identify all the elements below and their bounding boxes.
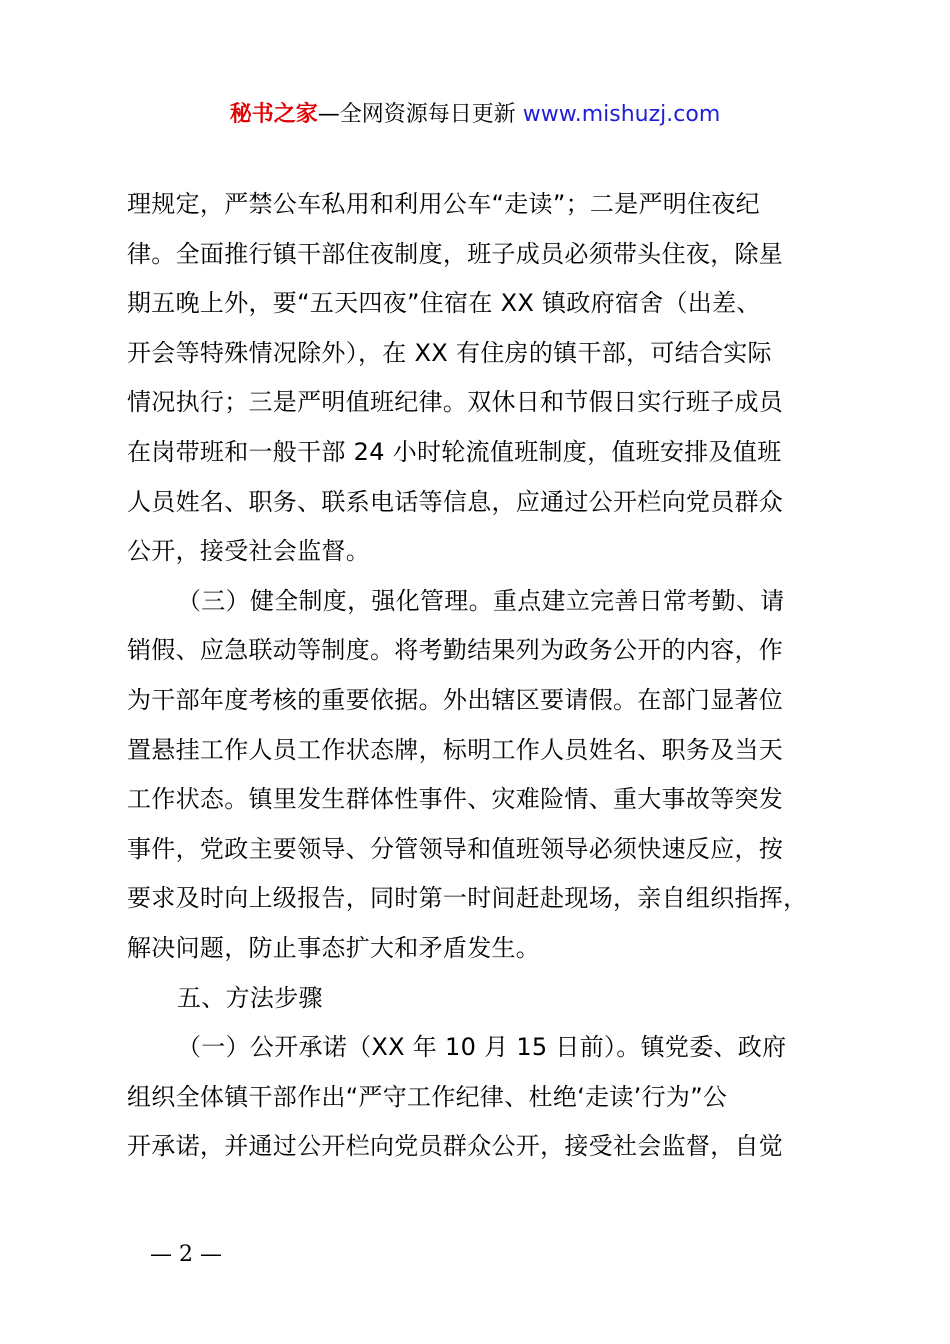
text-line: 开承诺，并通过公开栏向党员群众公开，接受社会监督，自觉 (127, 1132, 784, 1161)
section-heading: 五、方法步骤 (177, 983, 323, 1012)
text-line: 理规定，严禁公车私用和利用公车“走读”；二是严明住夜纪 (127, 190, 760, 218)
brand-name: 秘书之家 (229, 102, 318, 127)
text-line: 置悬挂工作人员工作状态牌，标明工作人员姓名、职务及当天 (127, 735, 784, 764)
text-line: 在岗带班和一般干部 24 小时轮流值班制度，值班安排及值班 (127, 437, 782, 466)
text-line: 要求及时向上级报告，同时第一时间赶赴现场，亲自组织指挥， (127, 884, 808, 913)
text-line: 人员姓名、职务、联系电话等信息，应通过公开栏向党员群众 (127, 487, 784, 516)
text-line: 销假、应急联动等制度。将考勤结果列为政务公开的内容，作 (127, 636, 784, 665)
text-line: 律。全面推行镇干部住夜制度，班子成员必须带头住夜，除星 (127, 239, 784, 268)
paragraph-start-line: （一）公开承诺（XX 年 10 月 15 日前）。镇党委、政府 (177, 1033, 787, 1062)
paragraph-start-line: （三）健全制度，强化管理。重点建立完善日常考勤、请 (177, 586, 785, 615)
text-line: 公开，接受社会监督。 (127, 537, 370, 566)
text-line: 组织全体镇干部作出“严守工作纪律、杜绝‘走读’行为”公 (127, 1082, 728, 1111)
text-line: 开会等特殊情况除外），在 XX 有住房的镇干部，可结合实际 (127, 338, 772, 367)
site-header (0, 100, 950, 130)
text-line: 期五晚上外，要“五天四夜”住宿在 XX 镇政府宿舍（出差、 (127, 289, 761, 318)
text-line: 解决问题，防止事态扩大和矛盾发生。 (127, 933, 541, 962)
text-line: 情况执行；三是严明值班纪律。双休日和节假日实行班子成员 (127, 388, 784, 417)
page-number: — 2 — (150, 1242, 222, 1267)
text-line: 为干部年度考核的重要依据。外出辖区要请假。在部门显著位 (127, 685, 784, 714)
text-line: 事件，党政主要领导、分管领导和值班领导必须快速反应，按 (127, 834, 784, 863)
site-url-link[interactable]: www.mishuzj.com (522, 102, 721, 127)
text-line: 工作状态。镇里发生群体性事件、灾难险情、重大事故等突发 (127, 785, 784, 814)
site-tagline: —全网资源每日更新 (317, 102, 523, 127)
document-body (127, 180, 847, 1172)
